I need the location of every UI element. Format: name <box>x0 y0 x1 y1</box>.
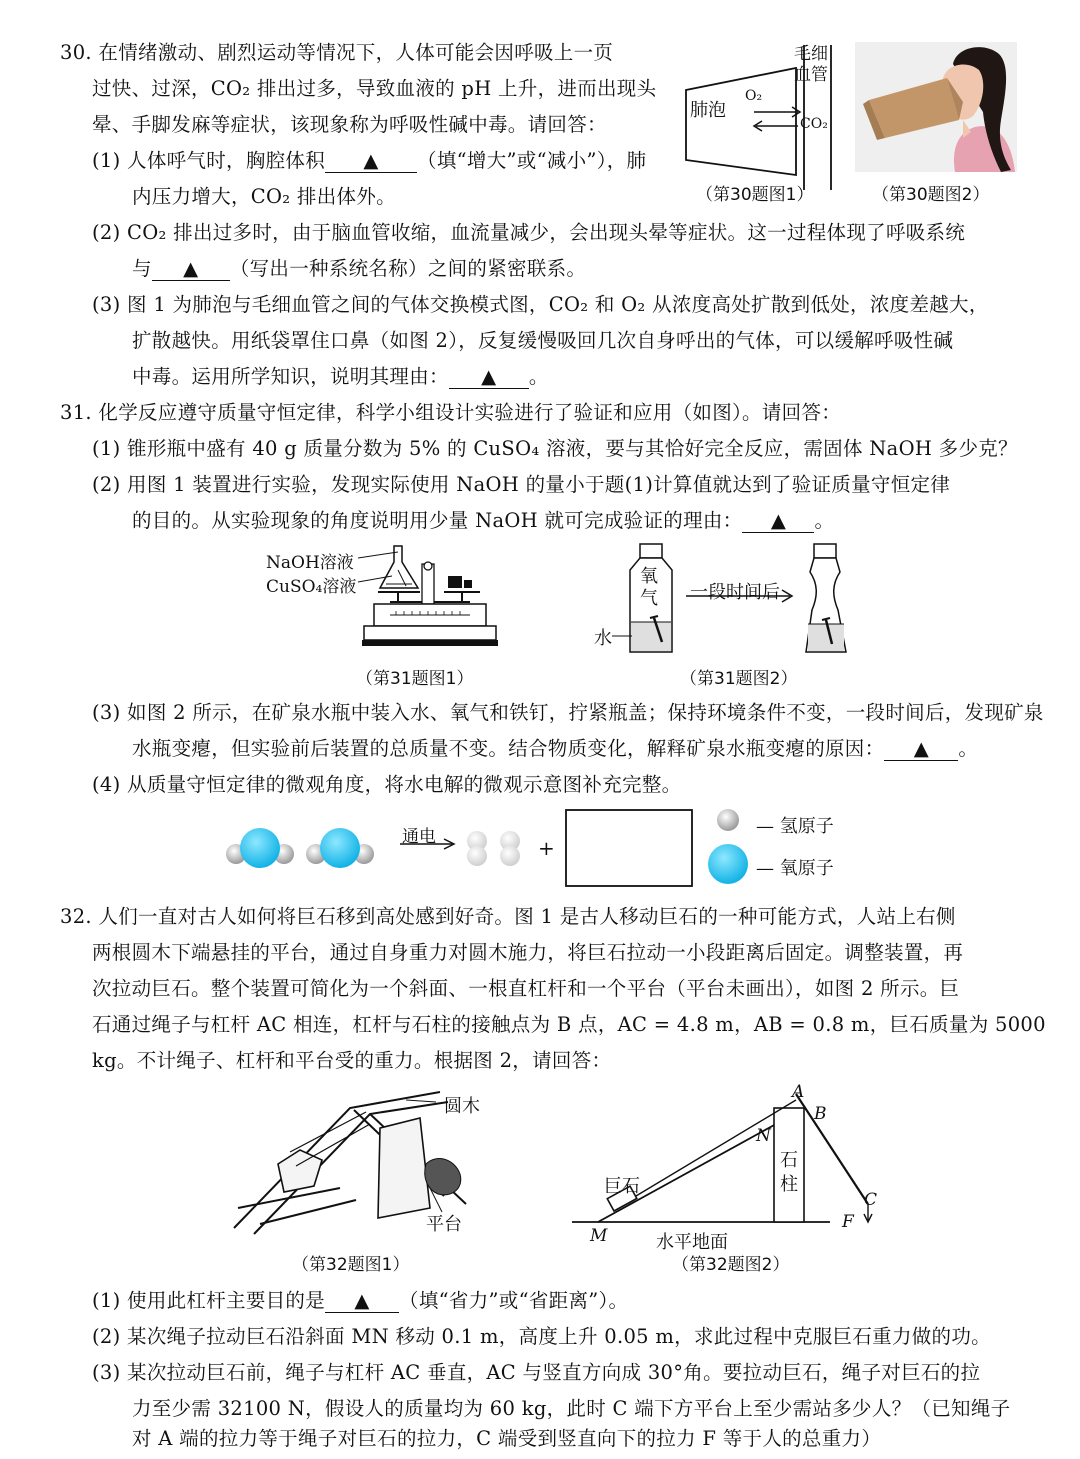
ground-label: 水平地面 <box>656 1232 728 1253</box>
q30-part-2: (2) CO₂ 排出过多时，由于脑血管收缩，血流量减少，会出现头晕等症状。这一过程体现了呼吸系统 <box>92 221 966 244</box>
answer-blank[interactable]: ▲ <box>884 738 958 761</box>
pillar-label-2: 柱 <box>780 1174 798 1195</box>
q31-part-1: (1) 锥形瓶中盛有 40 g 质量分数为 5% 的 CuSO₄ 溶液，要与其恰好完全反应，需固体 NaOH 多少克？ <box>92 437 1018 460</box>
q32-line-5: kg。不计绳子、杠杆和平台受的重力。根据图 2，请回答： <box>92 1049 612 1072</box>
q32-part-3-cont2: 对 A 端的拉力等于绳子对巨石的拉力，C 端受到竖直向下的拉力 F 等于人的总重力） <box>132 1427 882 1450</box>
q32-fig1-caption: （第32题图1） <box>292 1255 410 1275</box>
electrolysis-label: 通电 <box>402 827 436 847</box>
q32-line-1: 32. 人们一直对古人如何将巨石移到高处感到好奇。图 1 是古人移动巨石的一种可能方式，人站上右侧 <box>60 905 956 928</box>
water-leader-line <box>612 634 632 638</box>
q30-line-2: 过快、过深，CO₂ 排出过多，导致血液的 pH 上升，进而出现头 <box>92 77 657 100</box>
q30-fig1-caption: （第30题图1） <box>696 185 814 205</box>
q31-fig1-caption: （第31题图1） <box>356 669 474 689</box>
paper-bag-photo <box>855 42 1017 172</box>
boulder-label: 巨石 <box>604 1176 640 1197</box>
oxygen-label: 氧气 <box>640 566 658 609</box>
q30-fig2-caption: （第30题图2） <box>872 185 990 205</box>
point-c-label: C <box>864 1190 878 1210</box>
atom-legend-icons <box>712 806 748 886</box>
q30-part-1-cont: 内压力增大，CO₂ 排出体外。 <box>132 185 396 208</box>
q31-line-1: 31. 化学反应遵守质量守恒定律，科学小组设计实验进行了验证和应用（如图）。请回答： <box>60 401 842 424</box>
point-n-label: N <box>756 1126 771 1146</box>
q30-part-2-cont: 与 ▲ （写出一种系统名称）之间的紧密联系。 <box>132 257 587 280</box>
lever-physics-diagram <box>570 1080 890 1230</box>
answer-blank[interactable]: ▲ <box>325 150 417 173</box>
answer-blank[interactable]: ▲ <box>152 258 230 281</box>
q30-part-1: (1) 人体呼气时，胸腔体积 ▲ （填“增大”或“减小”），肺 <box>92 149 647 172</box>
pillar-label-1: 石 <box>780 1150 798 1171</box>
hydrogen-legend: — 氢原子 <box>756 816 834 837</box>
answer-blank[interactable]: ▲ <box>449 366 529 389</box>
point-m-label: M <box>590 1226 608 1246</box>
naoh-leader-lines <box>350 550 410 590</box>
naoh-solution-label: NaOH溶液 <box>266 553 354 573</box>
q30-part-3-cont2: 中毒。运用所学知识，说明其理由： ▲ 。 <box>132 365 549 388</box>
q31-part-3-cont: 水瓶变瘪，但实验前后装置的总质量不变。结合物质变化，解释矿泉水瓶变瘪的原因： ▲ 。 <box>132 737 979 760</box>
q30-line-1: 30. 在情绪激动、剧烈运动等情况下，人体可能会因呼吸上一页 <box>60 41 614 64</box>
q30-part-3-cont: 扩散越快。用纸袋罩住口鼻（如图 2），反复缓慢吸回几次自身呼出的气体，可以缓解呼吸性碱 <box>132 329 954 352</box>
q31-part-2: (2) 用图 1 装置进行实验，发现实际使用 NaOH 的量小于题(1)计算值就达到了验证质量守恒定律 <box>92 473 951 496</box>
point-b-label: B <box>814 1104 827 1124</box>
q32-part-3: (3) 某次拉动巨石前，绳子与杠杆 AC 垂直，AC 与竖直方向成 30°角。要拉动巨石，绳子对巨石的拉 <box>92 1361 981 1384</box>
answer-blank[interactable]: ▲ <box>325 1290 399 1313</box>
q31-part-3: (3) 如图 2 所示，在矿泉水瓶中装入水、氧气和铁钉，拧紧瓶盖；保持环境条件不变，一段时间后，发现矿泉 <box>92 701 1044 724</box>
co2-label: CO₂ <box>800 116 828 132</box>
q32-fig2-caption: （第32题图2） <box>672 1255 790 1275</box>
after-time-label: 一段时间后 <box>690 582 780 603</box>
q30-line-3: 晕、手脚发麻等症状，该现象称为呼吸性碱中毒。请回答： <box>92 113 607 136</box>
capillary-label: 毛细血管 <box>794 44 828 85</box>
alveolus-label: 肺泡 <box>690 100 726 121</box>
log-label: 圆木 <box>444 1096 480 1117</box>
q30-part-3: (3) 图 1 为肺泡与毛细血管之间的气体交换模式图，CO₂ 和 O₂ 从浓度高处扩散到低处，浓度差越大， <box>92 293 989 316</box>
point-a-label: A <box>792 1082 805 1102</box>
plus-sign: + <box>538 836 555 860</box>
q31-fig2-caption: （第31题图2） <box>680 669 798 689</box>
q32-line-2: 两根圆木下端悬挂的平台，通过自身重力对圆木施力，将巨石拉动一小段距离后固定。调整装置，再 <box>92 941 964 964</box>
q31-part-4: (4) 从质量守恒定律的微观角度，将水电解的微观示意图补充完整。 <box>92 773 682 796</box>
q31-part-2-cont: 的目的。从实验现象的角度说明用少量 NaOH 就可完成验证的理由： ▲ 。 <box>132 509 835 532</box>
q32-line-4: 石通过绳子与杠杆 AC 相连，杠杆与石柱的接触点为 B 点，AC = 4.8 m，AB = 0.8 m，巨石质量为 5000 <box>92 1013 1046 1036</box>
cuso4-solution-label: CuSO₄溶液 <box>266 577 357 597</box>
oxygen-legend: — 氧原子 <box>756 858 834 879</box>
q32-part-1: (1) 使用此杠杆主要目的是 ▲ （填“省力”或“省距离”）。 <box>92 1289 629 1312</box>
q32-line-3: 次拉动巨石。整个装置可简化为一个斜面、一根直杠杆和一个平台（平台未画出），如图 2 所示。巨 <box>92 977 960 1000</box>
o2-label: O₂ <box>745 88 763 104</box>
q32-part-2: (2) 某次绳子拉动巨石沿斜面 MN 移动 0.1 m，高度上升 0.05 m，求此过程中克服巨石重力做的功。 <box>92 1325 991 1348</box>
platform-label: 平台 <box>426 1214 462 1235</box>
answer-blank[interactable]: ▲ <box>742 510 814 533</box>
electrolysis-diagram <box>220 808 720 890</box>
water-label: 水 <box>594 628 612 649</box>
force-f-label: F <box>842 1212 854 1232</box>
q32-part-3-cont: 力至少需 32100 N，假设人的质量均为 60 kg，此时 C 端下方平台上至少需站多少人？（已知绳子 <box>132 1397 1011 1420</box>
